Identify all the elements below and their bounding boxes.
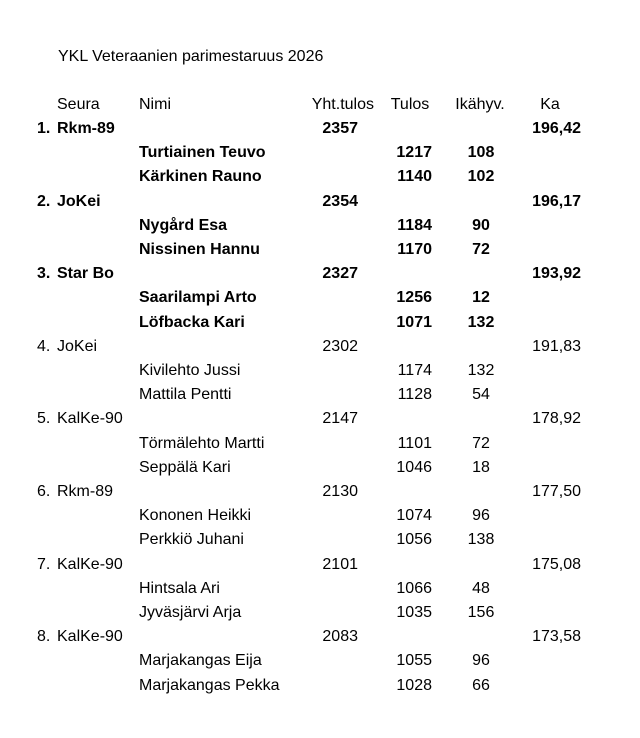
team-total: 2130 xyxy=(322,483,358,500)
player-bonus: 72 xyxy=(472,241,490,258)
team-average: 175,08 xyxy=(532,556,581,573)
team-total: 2357 xyxy=(322,120,358,137)
team-rank: 8. xyxy=(37,628,51,645)
team-row xyxy=(0,625,640,649)
team-club: Star Bo xyxy=(57,265,114,282)
team-row xyxy=(0,480,640,504)
player-score: 1074 xyxy=(396,507,432,524)
player-row xyxy=(0,504,640,528)
player-name: Hintsala Ari xyxy=(139,580,220,597)
player-score: 1055 xyxy=(396,652,432,669)
player-score: 1217 xyxy=(396,144,432,161)
player-row xyxy=(0,601,640,625)
player-bonus: 108 xyxy=(467,144,495,161)
player-bonus: 156 xyxy=(467,604,495,621)
player-score: 1128 xyxy=(397,386,432,403)
player-name: Turtiainen Teuvo xyxy=(139,144,266,161)
player-name: Törmälehto Martti xyxy=(139,435,265,452)
player-bonus: 12 xyxy=(472,289,490,306)
player-row xyxy=(0,214,640,238)
team-average: 177,50 xyxy=(532,483,581,500)
player-name: Marjakangas Pekka xyxy=(139,677,280,694)
team-total: 2327 xyxy=(322,265,358,282)
team-rank: 1. xyxy=(37,120,51,137)
team-club: KalKe-90 xyxy=(57,556,123,573)
player-score: 1174 xyxy=(397,362,432,379)
player-score: 1256 xyxy=(396,289,432,306)
player-bonus: 66 xyxy=(472,677,490,694)
player-score: 1066 xyxy=(396,580,432,597)
team-average: 196,42 xyxy=(532,120,581,137)
team-rank: 6. xyxy=(37,483,51,500)
player-bonus: 132 xyxy=(467,362,495,379)
player-bonus: 18 xyxy=(472,459,490,476)
header-total: Yht.tulos xyxy=(311,96,374,113)
player-score: 1101 xyxy=(397,435,432,452)
player-score: 1035 xyxy=(396,604,432,621)
player-row xyxy=(0,528,640,552)
team-club: JoKei xyxy=(57,193,101,210)
team-row xyxy=(0,190,640,214)
team-row xyxy=(0,335,640,359)
player-name: Kivilehto Jussi xyxy=(139,362,241,379)
player-row xyxy=(0,359,640,383)
team-rank: 5. xyxy=(37,410,51,427)
header-club: Seura xyxy=(57,96,100,113)
team-total: 2083 xyxy=(322,628,358,645)
team-total: 2101 xyxy=(322,556,358,573)
player-bonus: 96 xyxy=(472,652,490,669)
player-name: Saarilampi Arto xyxy=(139,289,257,306)
player-score: 1071 xyxy=(396,314,432,331)
team-club: Rkm-89 xyxy=(57,120,115,137)
player-score: 1140 xyxy=(397,168,432,185)
header-score: Tulos xyxy=(390,96,430,113)
player-bonus: 72 xyxy=(472,435,490,452)
team-total: 2147 xyxy=(322,410,358,427)
player-name: Seppälä Kari xyxy=(139,459,231,476)
team-rank: 2. xyxy=(37,193,51,210)
player-bonus: 54 xyxy=(472,386,490,403)
player-name: Marjakangas Eija xyxy=(139,652,262,669)
player-score: 1046 xyxy=(396,459,432,476)
player-score: 1056 xyxy=(396,531,432,548)
team-total: 2302 xyxy=(322,338,358,355)
team-row xyxy=(0,553,640,577)
team-rank: 3. xyxy=(37,265,51,282)
player-score: 1028 xyxy=(396,677,432,694)
team-rank: 7. xyxy=(37,556,51,573)
team-club: KalKe-90 xyxy=(57,628,123,645)
player-bonus: 48 xyxy=(472,580,490,597)
player-score: 1170 xyxy=(397,241,432,258)
player-row xyxy=(0,432,640,456)
header-row xyxy=(0,93,640,117)
player-row xyxy=(0,311,640,335)
header-average: Ka xyxy=(540,96,560,113)
team-total: 2354 xyxy=(322,193,358,210)
player-name: Jyväsjärvi Arja xyxy=(139,604,242,621)
player-row xyxy=(0,141,640,165)
player-row xyxy=(0,383,640,407)
player-row xyxy=(0,165,640,189)
player-bonus: 132 xyxy=(467,314,495,331)
player-name: Nygård Esa xyxy=(139,217,228,234)
team-row xyxy=(0,407,640,431)
player-bonus: 96 xyxy=(472,507,490,524)
team-club: KalKe-90 xyxy=(57,410,123,427)
team-row xyxy=(0,117,640,141)
team-average: 173,58 xyxy=(532,628,581,645)
player-bonus: 138 xyxy=(467,531,495,548)
team-average: 178,92 xyxy=(532,410,581,427)
player-row xyxy=(0,286,640,310)
player-row xyxy=(0,238,640,262)
player-bonus: 102 xyxy=(467,168,495,185)
header-name: Nimi xyxy=(139,96,171,113)
team-average: 196,17 xyxy=(532,193,581,210)
team-row xyxy=(0,262,640,286)
player-name: Kärkinen Rauno xyxy=(139,168,262,185)
player-bonus: 90 xyxy=(472,217,490,234)
player-row xyxy=(0,456,640,480)
team-rank: 4. xyxy=(37,338,51,355)
team-club: JoKei xyxy=(57,338,98,355)
player-name: Nissinen Hannu xyxy=(139,241,260,258)
document-title: YKL Veteraanien parimestaruus 2026 xyxy=(58,48,324,65)
player-row xyxy=(0,674,640,698)
player-score: 1184 xyxy=(397,217,432,234)
player-name: Kononen Heikki xyxy=(139,507,252,524)
team-average: 193,92 xyxy=(532,265,581,282)
player-name: Perkkiö Juhani xyxy=(139,531,244,548)
player-row xyxy=(0,577,640,601)
header-bonus: Ikähyv. xyxy=(455,96,505,113)
player-name: Mattila Pentti xyxy=(139,386,232,403)
team-club: Rkm-89 xyxy=(57,483,114,500)
player-row xyxy=(0,649,640,673)
team-average: 191,83 xyxy=(532,338,581,355)
player-name: Löfbacka Kari xyxy=(139,314,245,331)
